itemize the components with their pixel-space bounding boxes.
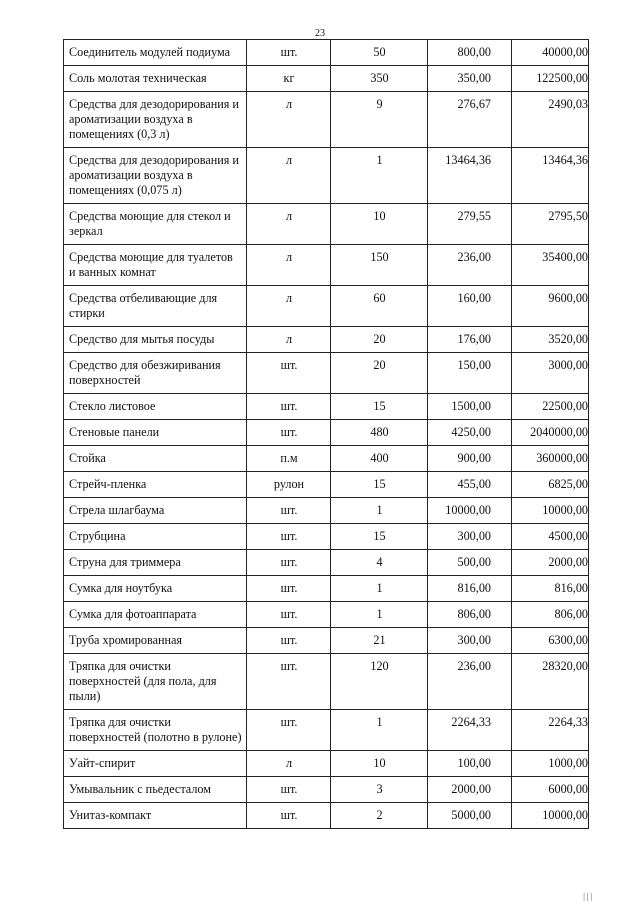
cell-price: 900,00 (428, 446, 512, 472)
cell-total: 2490,03 (512, 92, 589, 148)
cell-qty: 15 (331, 472, 428, 498)
cell-price: 1500,00 (428, 394, 512, 420)
cell-qty: 10 (331, 204, 428, 245)
cell-price: 160,00 (428, 286, 512, 327)
cell-unit: л (247, 245, 331, 286)
cell-price: 100,00 (428, 751, 512, 777)
cell-total: 40000,00 (512, 40, 589, 66)
cell-price: 236,00 (428, 654, 512, 710)
table-row (64, 394, 589, 420)
cell-name: Средства моющие для стекол и зеркал (64, 204, 247, 245)
cell-total: 2795,50 (512, 204, 589, 245)
cell-name: Сумка для фотоаппарата (64, 602, 247, 628)
table-row (64, 524, 589, 550)
cell-total: 122500,00 (512, 66, 589, 92)
items-table (63, 39, 589, 829)
cell-qty: 21 (331, 628, 428, 654)
cell-qty: 10 (331, 751, 428, 777)
cell-total: 816,00 (512, 576, 589, 602)
cell-price: 4250,00 (428, 420, 512, 446)
table-row (64, 327, 589, 353)
cell-unit: л (247, 204, 331, 245)
cell-unit: шт. (247, 803, 331, 829)
cell-name: Струна для триммера (64, 550, 247, 576)
cell-name: Средства для дезодорирования и ароматизации воздуха в помещениях (0,075 л) (64, 148, 247, 204)
cell-unit: л (247, 286, 331, 327)
table-row (64, 777, 589, 803)
page-number: 23 (315, 28, 325, 39)
cell-name: Тряпка для очистки поверхностей (для пола, для пыли) (64, 654, 247, 710)
table-row (64, 92, 589, 148)
cell-price: 800,00 (428, 40, 512, 66)
cell-qty: 120 (331, 654, 428, 710)
cell-total: 2000,00 (512, 550, 589, 576)
cell-total: 28320,00 (512, 654, 589, 710)
cell-qty: 3 (331, 777, 428, 803)
table-row (64, 148, 589, 204)
cell-unit: шт. (247, 550, 331, 576)
cell-unit: шт. (247, 628, 331, 654)
cell-price: 13464,36 (428, 148, 512, 204)
cell-qty: 20 (331, 353, 428, 394)
cell-unit: шт. (247, 394, 331, 420)
cell-qty: 350 (331, 66, 428, 92)
cell-name: Струбцина (64, 524, 247, 550)
cell-name: Стеновые панели (64, 420, 247, 446)
footer-mark: | | | (583, 892, 592, 901)
cell-qty: 150 (331, 245, 428, 286)
cell-price: 350,00 (428, 66, 512, 92)
cell-total: 2264,33 (512, 710, 589, 751)
cell-qty: 2 (331, 803, 428, 829)
cell-unit: л (247, 751, 331, 777)
cell-price: 455,00 (428, 472, 512, 498)
table-row (64, 602, 589, 628)
cell-name: Средства моющие для туалетов и ванных комнат (64, 245, 247, 286)
cell-qty: 1 (331, 148, 428, 204)
cell-price: 10000,00 (428, 498, 512, 524)
cell-name: Стрейч-пленка (64, 472, 247, 498)
cell-unit: шт. (247, 602, 331, 628)
cell-price: 5000,00 (428, 803, 512, 829)
cell-price: 816,00 (428, 576, 512, 602)
cell-qty: 20 (331, 327, 428, 353)
cell-unit: кг (247, 66, 331, 92)
cell-qty: 15 (331, 524, 428, 550)
cell-name: Средства для дезодорирования и ароматизации воздуха в помещениях (0,3 л) (64, 92, 247, 148)
cell-price: 2264,33 (428, 710, 512, 751)
table-row (64, 498, 589, 524)
cell-name: Средства отбеливающие для стирки (64, 286, 247, 327)
cell-name: Стойка (64, 446, 247, 472)
table-row (64, 420, 589, 446)
cell-unit: л (247, 327, 331, 353)
cell-unit: шт. (247, 710, 331, 751)
cell-price: 279,55 (428, 204, 512, 245)
items-table-body (64, 40, 589, 829)
cell-total: 10000,00 (512, 498, 589, 524)
cell-total: 13464,36 (512, 148, 589, 204)
cell-price: 500,00 (428, 550, 512, 576)
table-row (64, 751, 589, 777)
cell-price: 150,00 (428, 353, 512, 394)
table-row (64, 654, 589, 710)
cell-name: Труба хромированная (64, 628, 247, 654)
cell-qty: 50 (331, 40, 428, 66)
cell-name: Умывальник с пьедесталом (64, 777, 247, 803)
cell-total: 1000,00 (512, 751, 589, 777)
cell-unit: рулон (247, 472, 331, 498)
cell-total: 3520,00 (512, 327, 589, 353)
cell-qty: 9 (331, 92, 428, 148)
cell-total: 6300,00 (512, 628, 589, 654)
table-row (64, 576, 589, 602)
table-row (64, 472, 589, 498)
cell-qty: 15 (331, 394, 428, 420)
cell-unit: шт. (247, 353, 331, 394)
cell-name: Соединитель модулей подиума (64, 40, 247, 66)
table-row (64, 245, 589, 286)
cell-name: Средство для мытья посуды (64, 327, 247, 353)
cell-qty: 1 (331, 576, 428, 602)
cell-name: Средство для обезжиривания поверхностей (64, 353, 247, 394)
table-row (64, 286, 589, 327)
cell-qty: 480 (331, 420, 428, 446)
table-row (64, 66, 589, 92)
cell-total: 10000,00 (512, 803, 589, 829)
cell-total: 2040000,00 (512, 420, 589, 446)
cell-total: 6000,00 (512, 777, 589, 803)
cell-price: 236,00 (428, 245, 512, 286)
table-row (64, 550, 589, 576)
cell-total: 35400,00 (512, 245, 589, 286)
cell-qty: 1 (331, 498, 428, 524)
table-row (64, 710, 589, 751)
cell-name: Сумка для ноутбука (64, 576, 247, 602)
cell-name: Уайт-спирит (64, 751, 247, 777)
cell-unit: л (247, 92, 331, 148)
table-row (64, 446, 589, 472)
cell-total: 806,00 (512, 602, 589, 628)
table-row (64, 40, 589, 66)
cell-name: Стрела шлагбаума (64, 498, 247, 524)
cell-unit: п.м (247, 446, 331, 472)
cell-name: Тряпка для очистки поверхностей (полотно в рулоне) (64, 710, 247, 751)
cell-qty: 400 (331, 446, 428, 472)
cell-unit: шт. (247, 40, 331, 66)
cell-qty: 1 (331, 710, 428, 751)
cell-price: 300,00 (428, 628, 512, 654)
table-row (64, 353, 589, 394)
cell-qty: 60 (331, 286, 428, 327)
cell-total: 360000,00 (512, 446, 589, 472)
cell-total: 9600,00 (512, 286, 589, 327)
cell-name: Соль молотая техническая (64, 66, 247, 92)
cell-name: Стекло листовое (64, 394, 247, 420)
cell-unit: шт. (247, 420, 331, 446)
table-row (64, 628, 589, 654)
table-row (64, 204, 589, 245)
cell-qty: 1 (331, 602, 428, 628)
cell-price: 300,00 (428, 524, 512, 550)
cell-unit: шт. (247, 498, 331, 524)
cell-unit: л (247, 148, 331, 204)
cell-price: 806,00 (428, 602, 512, 628)
cell-total: 3000,00 (512, 353, 589, 394)
cell-unit: шт. (247, 576, 331, 602)
cell-unit: шт. (247, 777, 331, 803)
cell-price: 2000,00 (428, 777, 512, 803)
cell-total: 4500,00 (512, 524, 589, 550)
cell-total: 6825,00 (512, 472, 589, 498)
cell-unit: шт. (247, 524, 331, 550)
cell-qty: 4 (331, 550, 428, 576)
cell-total: 22500,00 (512, 394, 589, 420)
cell-price: 276,67 (428, 92, 512, 148)
table-row (64, 803, 589, 829)
cell-unit: шт. (247, 654, 331, 710)
cell-price: 176,00 (428, 327, 512, 353)
cell-name: Унитаз-компакт (64, 803, 247, 829)
